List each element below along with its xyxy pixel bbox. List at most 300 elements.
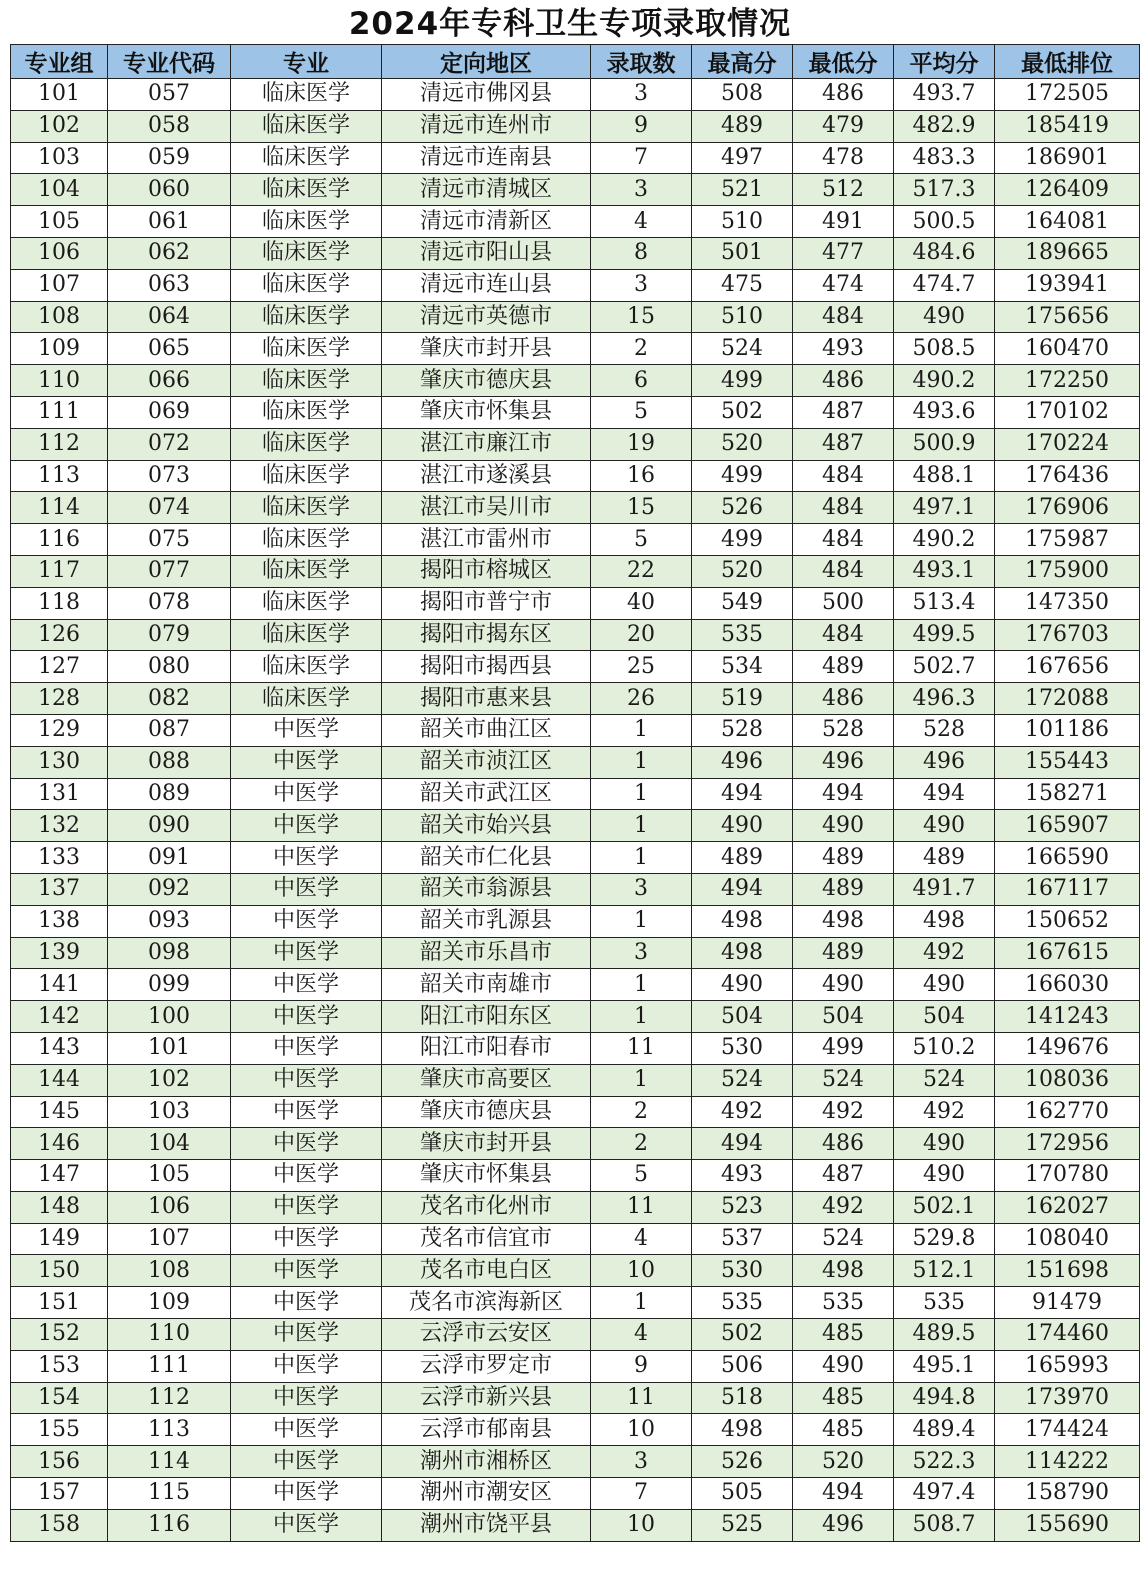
cell-target-region: 韶关市仁化县 [382,842,591,874]
cell-lowest-rank: 165993 [995,1350,1140,1382]
cell-major-code: 105 [108,1160,231,1192]
cell-highest-score: 524 [692,1064,793,1096]
cell-admitted-count: 3 [591,937,692,969]
cell-highest-score: 475 [692,269,793,301]
cell-lowest-score: 528 [793,714,894,746]
cell-highest-score: 530 [692,1255,793,1287]
cell-highest-score: 499 [692,365,793,397]
cell-admitted-count: 1 [591,842,692,874]
cell-highest-score: 510 [692,301,793,333]
cell-admitted-count: 1 [591,778,692,810]
cell-major: 中医学 [231,714,382,746]
cell-lowest-score: 520 [793,1446,894,1478]
cell-major: 临床医学 [231,428,382,460]
cell-lowest-rank: 174424 [995,1414,1140,1446]
cell-highest-score: 498 [692,905,793,937]
cell-target-region: 清远市清城区 [382,174,591,206]
cell-admitted-count: 3 [591,79,692,111]
cell-average-score: 490 [894,1128,995,1160]
cell-major: 中医学 [231,810,382,842]
cell-admitted-count: 2 [591,333,692,365]
cell-lowest-score: 491 [793,206,894,238]
cell-highest-score: 510 [692,206,793,238]
cell-average-score: 510.2 [894,1032,995,1064]
cell-average-score: 490.2 [894,524,995,556]
cell-group: 118 [11,587,108,619]
column-header-average-score: 平均分 [894,45,995,79]
cell-major-code: 069 [108,396,231,428]
cell-major-code: 062 [108,237,231,269]
table-row [11,1001,1140,1033]
table-row [11,778,1140,810]
cell-highest-score: 534 [692,651,793,683]
cell-group: 152 [11,1319,108,1351]
cell-major-code: 073 [108,460,231,492]
cell-lowest-score: 484 [793,492,894,524]
table-row [11,905,1140,937]
cell-highest-score: 525 [692,1509,793,1541]
cell-lowest-rank: 108036 [995,1064,1140,1096]
cell-lowest-rank: 147350 [995,587,1140,619]
cell-group: 113 [11,460,108,492]
cell-major: 临床医学 [231,142,382,174]
cell-highest-score: 497 [692,142,793,174]
cell-group: 143 [11,1032,108,1064]
cell-average-score: 513.4 [894,587,995,619]
table-row [11,460,1140,492]
cell-lowest-rank: 108040 [995,1223,1140,1255]
cell-target-region: 云浮市郁南县 [382,1414,591,1446]
cell-major-code: 101 [108,1032,231,1064]
table-row [11,1319,1140,1351]
cell-group: 139 [11,937,108,969]
cell-average-score: 493.6 [894,396,995,428]
cell-lowest-rank: 162770 [995,1096,1140,1128]
cell-group: 155 [11,1414,108,1446]
cell-target-region: 肇庆市怀集县 [382,1160,591,1192]
table-row [11,1191,1140,1223]
cell-target-region: 潮州市潮安区 [382,1478,591,1510]
table-row [11,842,1140,874]
cell-average-score: 508.5 [894,333,995,365]
cell-average-score: 498 [894,905,995,937]
cell-lowest-score: 484 [793,301,894,333]
cell-average-score: 497.4 [894,1478,995,1510]
cell-admitted-count: 10 [591,1255,692,1287]
cell-lowest-score: 496 [793,1509,894,1541]
table-row [11,651,1140,683]
cell-highest-score: 496 [692,746,793,778]
cell-admitted-count: 1 [591,714,692,746]
cell-average-score: 492 [894,1096,995,1128]
table-row [11,269,1140,301]
table-row [11,1160,1140,1192]
cell-admitted-count: 5 [591,396,692,428]
cell-average-score: 474.7 [894,269,995,301]
cell-group: 148 [11,1191,108,1223]
cell-average-score: 528 [894,714,995,746]
cell-group: 130 [11,746,108,778]
cell-lowest-score: 486 [793,365,894,397]
cell-average-score: 489.5 [894,1319,995,1351]
cell-major: 中医学 [231,1446,382,1478]
cell-major-code: 106 [108,1191,231,1223]
cell-target-region: 云浮市罗定市 [382,1350,591,1382]
cell-lowest-rank: 155443 [995,746,1140,778]
cell-lowest-rank: 167117 [995,873,1140,905]
cell-target-region: 肇庆市怀集县 [382,396,591,428]
cell-admitted-count: 7 [591,142,692,174]
cell-highest-score: 526 [692,492,793,524]
cell-lowest-score: 474 [793,269,894,301]
cell-admitted-count: 1 [591,969,692,1001]
cell-target-region: 韶关市始兴县 [382,810,591,842]
cell-target-region: 阳江市阳春市 [382,1032,591,1064]
cell-lowest-score: 485 [793,1319,894,1351]
cell-average-score: 497.1 [894,492,995,524]
cell-highest-score: 520 [692,428,793,460]
cell-admitted-count: 5 [591,1160,692,1192]
cell-major: 中医学 [231,905,382,937]
cell-highest-score: 535 [692,1287,793,1319]
cell-target-region: 韶关市浈江区 [382,746,591,778]
cell-lowest-score: 524 [793,1064,894,1096]
cell-lowest-score: 489 [793,873,894,905]
table-row [11,1350,1140,1382]
cell-major-code: 077 [108,555,231,587]
cell-lowest-score: 486 [793,79,894,111]
cell-highest-score: 493 [692,1160,793,1192]
cell-lowest-score: 494 [793,778,894,810]
cell-average-score: 482.9 [894,110,995,142]
table-row [11,1446,1140,1478]
table-row [11,937,1140,969]
cell-lowest-rank: 175656 [995,301,1140,333]
cell-average-score: 490 [894,1160,995,1192]
table-row [11,524,1140,556]
cell-target-region: 揭阳市揭西县 [382,651,591,683]
cell-major: 临床医学 [231,396,382,428]
cell-major-code: 091 [108,842,231,874]
cell-group: 153 [11,1350,108,1382]
cell-lowest-score: 486 [793,683,894,715]
cell-major: 中医学 [231,1032,382,1064]
cell-major-code: 087 [108,714,231,746]
cell-highest-score: 499 [692,460,793,492]
cell-major-code: 061 [108,206,231,238]
table-row [11,1064,1140,1096]
document-title: 2024年专科卫生专项录取情况 [348,6,792,42]
table-row [11,1128,1140,1160]
cell-group: 137 [11,873,108,905]
table-row [11,873,1140,905]
column-header-highest-score: 最高分 [692,45,793,79]
cell-major-code: 082 [108,683,231,715]
cell-admitted-count: 10 [591,1414,692,1446]
cell-major-code: 088 [108,746,231,778]
cell-major: 临床医学 [231,269,382,301]
cell-lowest-rank: 175900 [995,555,1140,587]
column-header-admitted-count: 录取数 [591,45,692,79]
cell-average-score: 500.9 [894,428,995,460]
cell-lowest-score: 500 [793,587,894,619]
header-row [11,45,1140,79]
cell-lowest-rank: 193941 [995,269,1140,301]
table-row [11,79,1140,111]
cell-average-score: 488.1 [894,460,995,492]
cell-highest-score: 526 [692,1446,793,1478]
cell-admitted-count: 1 [591,1064,692,1096]
cell-admitted-count: 19 [591,428,692,460]
table-row [11,365,1140,397]
cell-target-region: 清远市清新区 [382,206,591,238]
cell-group: 154 [11,1382,108,1414]
cell-group: 131 [11,778,108,810]
cell-major-code: 063 [108,269,231,301]
cell-group: 114 [11,492,108,524]
cell-target-region: 湛江市廉江市 [382,428,591,460]
cell-major: 中医学 [231,1191,382,1223]
cell-lowest-score: 494 [793,1478,894,1510]
cell-lowest-rank: 126409 [995,174,1140,206]
cell-lowest-score: 487 [793,428,894,460]
cell-lowest-rank: 172088 [995,683,1140,715]
cell-target-region: 茂名市化州市 [382,1191,591,1223]
cell-major-code: 060 [108,174,231,206]
cell-target-region: 茂名市信宜市 [382,1223,591,1255]
cell-lowest-rank: 158271 [995,778,1140,810]
cell-highest-score: 521 [692,174,793,206]
cell-major-code: 092 [108,873,231,905]
cell-lowest-rank: 155690 [995,1509,1140,1541]
cell-lowest-rank: 174460 [995,1319,1140,1351]
cell-highest-score: 549 [692,587,793,619]
cell-major-code: 089 [108,778,231,810]
cell-major-code: 112 [108,1382,231,1414]
table-row [11,142,1140,174]
cell-lowest-score: 485 [793,1382,894,1414]
cell-admitted-count: 9 [591,110,692,142]
cell-group: 104 [11,174,108,206]
cell-highest-score: 498 [692,937,793,969]
cell-average-score: 490 [894,301,995,333]
cell-group: 103 [11,142,108,174]
cell-target-region: 清远市连州市 [382,110,591,142]
cell-group: 133 [11,842,108,874]
cell-major: 中医学 [231,1509,382,1541]
cell-major-code: 058 [108,110,231,142]
table-row [11,1382,1140,1414]
cell-major: 中医学 [231,937,382,969]
cell-average-score: 484.6 [894,237,995,269]
cell-admitted-count: 1 [591,1001,692,1033]
cell-major: 临床医学 [231,79,382,111]
cell-major-code: 098 [108,937,231,969]
cell-admitted-count: 3 [591,174,692,206]
cell-major-code: 074 [108,492,231,524]
cell-admitted-count: 8 [591,237,692,269]
cell-major-code: 059 [108,142,231,174]
cell-highest-score: 494 [692,1128,793,1160]
cell-major-code: 065 [108,333,231,365]
cell-group: 144 [11,1064,108,1096]
cell-target-region: 湛江市吴川市 [382,492,591,524]
cell-major-code: 057 [108,79,231,111]
cell-major-code: 107 [108,1223,231,1255]
cell-average-score: 517.3 [894,174,995,206]
cell-lowest-score: 484 [793,524,894,556]
cell-group: 151 [11,1287,108,1319]
table-row [11,810,1140,842]
cell-highest-score: 490 [692,810,793,842]
cell-lowest-score: 487 [793,1160,894,1192]
cell-major-code: 113 [108,1414,231,1446]
cell-target-region: 揭阳市揭东区 [382,619,591,651]
cell-admitted-count: 1 [591,810,692,842]
cell-major: 临床医学 [231,587,382,619]
cell-target-region: 肇庆市德庆县 [382,1096,591,1128]
admission-table [10,44,1140,1542]
cell-average-score: 524 [894,1064,995,1096]
cell-group: 112 [11,428,108,460]
cell-major: 中医学 [231,1160,382,1192]
cell-major: 中医学 [231,1223,382,1255]
cell-major: 临床医学 [231,460,382,492]
cell-lowest-rank: 166030 [995,969,1140,1001]
cell-highest-score: 524 [692,333,793,365]
cell-major-code: 099 [108,969,231,1001]
table-row [11,492,1140,524]
cell-major: 中医学 [231,1001,382,1033]
cell-average-score: 494 [894,778,995,810]
cell-major: 临床医学 [231,492,382,524]
cell-major: 中医学 [231,873,382,905]
table-row [11,206,1140,238]
cell-group: 102 [11,110,108,142]
cell-average-score: 493.7 [894,79,995,111]
cell-lowest-score: 496 [793,746,894,778]
cell-lowest-score: 489 [793,651,894,683]
cell-lowest-rank: 101186 [995,714,1140,746]
cell-admitted-count: 3 [591,873,692,905]
cell-group: 101 [11,79,108,111]
cell-target-region: 肇庆市封开县 [382,333,591,365]
cell-target-region: 潮州市湘桥区 [382,1446,591,1478]
cell-group: 105 [11,206,108,238]
table-row [11,1096,1140,1128]
cell-admitted-count: 10 [591,1509,692,1541]
cell-average-score: 499.5 [894,619,995,651]
cell-target-region: 韶关市南雄市 [382,969,591,1001]
cell-target-region: 云浮市云安区 [382,1319,591,1351]
cell-major: 临床医学 [231,174,382,206]
cell-average-score: 512.1 [894,1255,995,1287]
cell-highest-score: 523 [692,1191,793,1223]
column-header-major-code: 专业代码 [108,45,231,79]
cell-lowest-rank: 151698 [995,1255,1140,1287]
cell-target-region: 茂名市电白区 [382,1255,591,1287]
cell-admitted-count: 1 [591,746,692,778]
column-header-major: 专业 [231,45,382,79]
cell-lowest-rank: 175987 [995,524,1140,556]
cell-average-score: 502.7 [894,651,995,683]
column-header-lowest-score: 最低分 [793,45,894,79]
table-row [11,746,1140,778]
cell-admitted-count: 40 [591,587,692,619]
cell-target-region: 肇庆市高要区 [382,1064,591,1096]
cell-admitted-count: 7 [591,1478,692,1510]
cell-group: 158 [11,1509,108,1541]
cell-group: 156 [11,1446,108,1478]
cell-lowest-rank: 164081 [995,206,1140,238]
cell-target-region: 湛江市雷州市 [382,524,591,556]
cell-target-region: 湛江市遂溪县 [382,460,591,492]
cell-lowest-rank: 166590 [995,842,1140,874]
cell-highest-score: 494 [692,778,793,810]
cell-major: 中医学 [231,778,382,810]
cell-major-code: 093 [108,905,231,937]
cell-group: 111 [11,396,108,428]
table-row [11,1478,1140,1510]
cell-lowest-score: 499 [793,1032,894,1064]
table-row [11,428,1140,460]
cell-highest-score: 505 [692,1478,793,1510]
cell-highest-score: 502 [692,396,793,428]
cell-lowest-score: 512 [793,174,894,206]
cell-highest-score: 518 [692,1382,793,1414]
cell-target-region: 肇庆市德庆县 [382,365,591,397]
cell-average-score: 495.1 [894,1350,995,1382]
cell-average-score: 489 [894,842,995,874]
cell-admitted-count: 6 [591,365,692,397]
cell-average-score: 535 [894,1287,995,1319]
cell-major: 临床医学 [231,110,382,142]
cell-lowest-rank: 176906 [995,492,1140,524]
cell-target-region: 韶关市翁源县 [382,873,591,905]
cell-admitted-count: 4 [591,206,692,238]
cell-admitted-count: 5 [591,524,692,556]
cell-target-region: 肇庆市封开县 [382,1128,591,1160]
column-header-group: 专业组 [11,45,108,79]
cell-major: 临床医学 [231,237,382,269]
cell-major: 中医学 [231,1287,382,1319]
cell-major-code: 100 [108,1001,231,1033]
cell-lowest-rank: 149676 [995,1032,1140,1064]
cell-group: 142 [11,1001,108,1033]
cell-lowest-rank: 170780 [995,1160,1140,1192]
cell-average-score: 490 [894,969,995,1001]
cell-target-region: 韶关市武江区 [382,778,591,810]
cell-lowest-score: 504 [793,1001,894,1033]
table-row [11,714,1140,746]
cell-lowest-rank: 91479 [995,1287,1140,1319]
cell-target-region: 韶关市曲江区 [382,714,591,746]
cell-lowest-rank: 160470 [995,333,1140,365]
cell-admitted-count: 3 [591,1446,692,1478]
cell-major-code: 102 [108,1064,231,1096]
cell-lowest-rank: 170102 [995,396,1140,428]
cell-lowest-score: 484 [793,460,894,492]
cell-admitted-count: 16 [591,460,692,492]
cell-group: 109 [11,333,108,365]
cell-target-region: 清远市阳山县 [382,237,591,269]
cell-lowest-score: 490 [793,969,894,1001]
cell-lowest-score: 498 [793,905,894,937]
cell-major-code: 108 [108,1255,231,1287]
cell-admitted-count: 4 [591,1223,692,1255]
cell-lowest-score: 493 [793,333,894,365]
cell-target-region: 清远市连南县 [382,142,591,174]
